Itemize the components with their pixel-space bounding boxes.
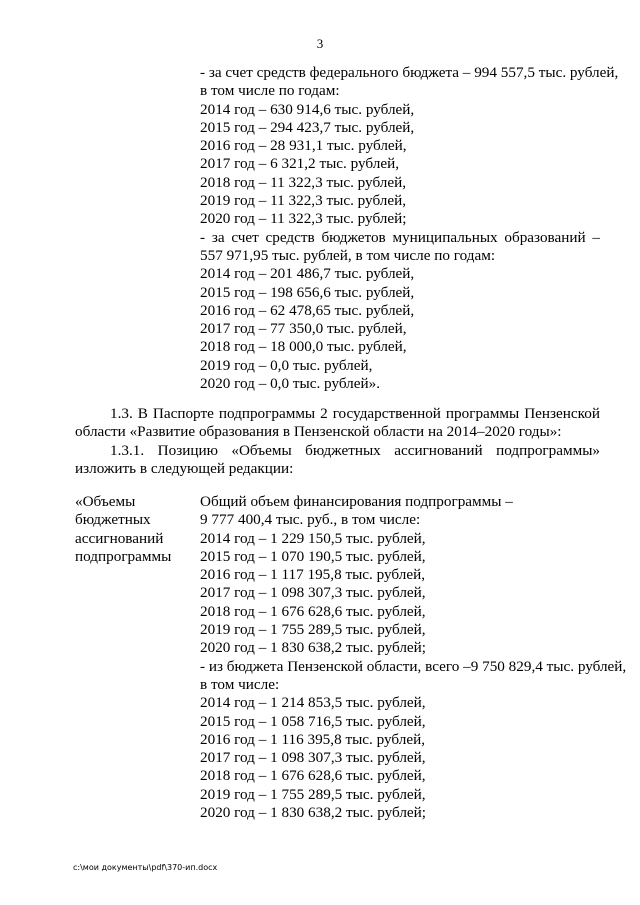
text-line: 2018 год – 11 322,3 тыс. рублей, xyxy=(200,173,407,191)
paragraph-line: изложить в следующей редакции: xyxy=(75,460,294,478)
table-value-line: 2018 год – 1 676 628,6 тыс. рублей, xyxy=(200,767,426,785)
text-line: - за счет средств бюджетов муниципальных образований – xyxy=(200,228,600,246)
table-value-line: Общий объем финансирования подпрограммы – xyxy=(200,493,513,510)
table-label-line: подпрограммы xyxy=(75,547,172,565)
table-value-line: 2015 год – 1 070 190,5 тыс. рублей, xyxy=(200,547,426,565)
paragraph-1-3 xyxy=(75,405,600,442)
paragraph-line: 1.3.1. Позицию «Объемы бюджетных ассигнований подпрограммы» xyxy=(110,442,600,459)
table-label-line: бюджетных xyxy=(75,511,151,529)
table-value-line: 2014 год – 1 214 853,5 тыс. рублей, xyxy=(200,694,426,712)
file-path-footer: c:\мои документы\pdf\370-ип.docx xyxy=(73,863,218,872)
text-line: 2020 год – 0,0 тыс. рублей». xyxy=(200,375,381,393)
text-line: 2018 год – 18 000,0 тыс. рублей, xyxy=(200,338,407,356)
funding-top-block xyxy=(200,64,619,393)
paragraph-1-3-1 xyxy=(75,442,600,479)
text-line: 2016 год – 28 931,1 тыс. рублей, xyxy=(200,137,407,155)
table-value-line: 2019 год – 1 755 289,5 тыс. рублей, xyxy=(200,621,426,639)
text-line: 2014 год – 201 486,7 тыс. рублей, xyxy=(200,265,415,283)
table-label-line: «Объемы xyxy=(75,493,136,510)
table-value-line: 2020 год – 1 830 638,2 тыс. рублей; xyxy=(200,639,427,657)
text-line: 2015 год – 294 423,7 тыс. рублей, xyxy=(200,118,415,136)
table-value-line: 2015 год – 1 058 716,5 тыс. рублей, xyxy=(200,712,426,730)
paragraph-line: 1.3. В Паспорте подпрограммы 2 государственной программы Пензенской xyxy=(110,405,600,422)
text-line: 2019 год – 0,0 тыс. рублей, xyxy=(200,356,373,374)
text-line: 2020 год – 11 322,3 тыс. рублей; xyxy=(200,210,407,228)
table-value-line: 2018 год – 1 676 628,6 тыс. рублей, xyxy=(200,602,426,620)
table-value-line: - из бюджета Пензенской области, всего –9 750 829,4 тыс. рублей, xyxy=(200,657,627,675)
table-value-line: 2017 год – 1 098 307,3 тыс. рублей, xyxy=(200,584,426,602)
table-label-line: ассигнований xyxy=(75,529,164,547)
table-value-line: 2020 год – 1 830 638,2 тыс. рублей; xyxy=(200,804,427,822)
table-value-line: 2016 год – 1 117 195,8 тыс. рублей, xyxy=(200,566,426,584)
paragraph-line: области «Развитие образования в Пензенской области на 2014–2020 годы»: xyxy=(75,423,562,441)
text-line: 2017 год – 6 321,2 тыс. рублей, xyxy=(200,155,400,173)
table-value-line: 2014 год – 1 229 150,5 тыс. рублей, xyxy=(200,529,426,547)
table-value-line: 2016 год – 1 116 395,8 тыс. рублей, xyxy=(200,730,426,748)
table-value-line: 2017 год – 1 098 307,3 тыс. рублей, xyxy=(200,749,426,767)
text-line: 557 971,95 тыс. рублей, в том числе по годам: xyxy=(200,246,496,264)
text-line: 2016 год – 62 478,65 тыс. рублей, xyxy=(200,301,415,319)
text-line: 2019 год – 11 322,3 тыс. рублей, xyxy=(200,192,407,210)
text-line: 2017 год – 77 350,0 тыс. рублей, xyxy=(200,320,407,338)
table-value-line: 9 777 400,4 тыс. руб., в том числе: xyxy=(200,511,421,529)
table-value-line: 2019 год – 1 755 289,5 тыс. рублей, xyxy=(200,785,426,803)
page-number: 3 xyxy=(316,36,324,51)
text-line: 2014 год – 630 914,6 тыс. рублей, xyxy=(200,100,415,118)
table-value-line: в том числе: xyxy=(200,675,280,693)
text-line: - за счет средств федерального бюджета – 994 557,5 тыс. рублей, xyxy=(200,64,619,81)
table-label-column xyxy=(75,493,195,566)
table-value-column xyxy=(200,493,627,822)
text-line: 2015 год – 198 656,6 тыс. рублей, xyxy=(200,283,415,301)
text-line: в том числе по годам: xyxy=(200,82,340,100)
